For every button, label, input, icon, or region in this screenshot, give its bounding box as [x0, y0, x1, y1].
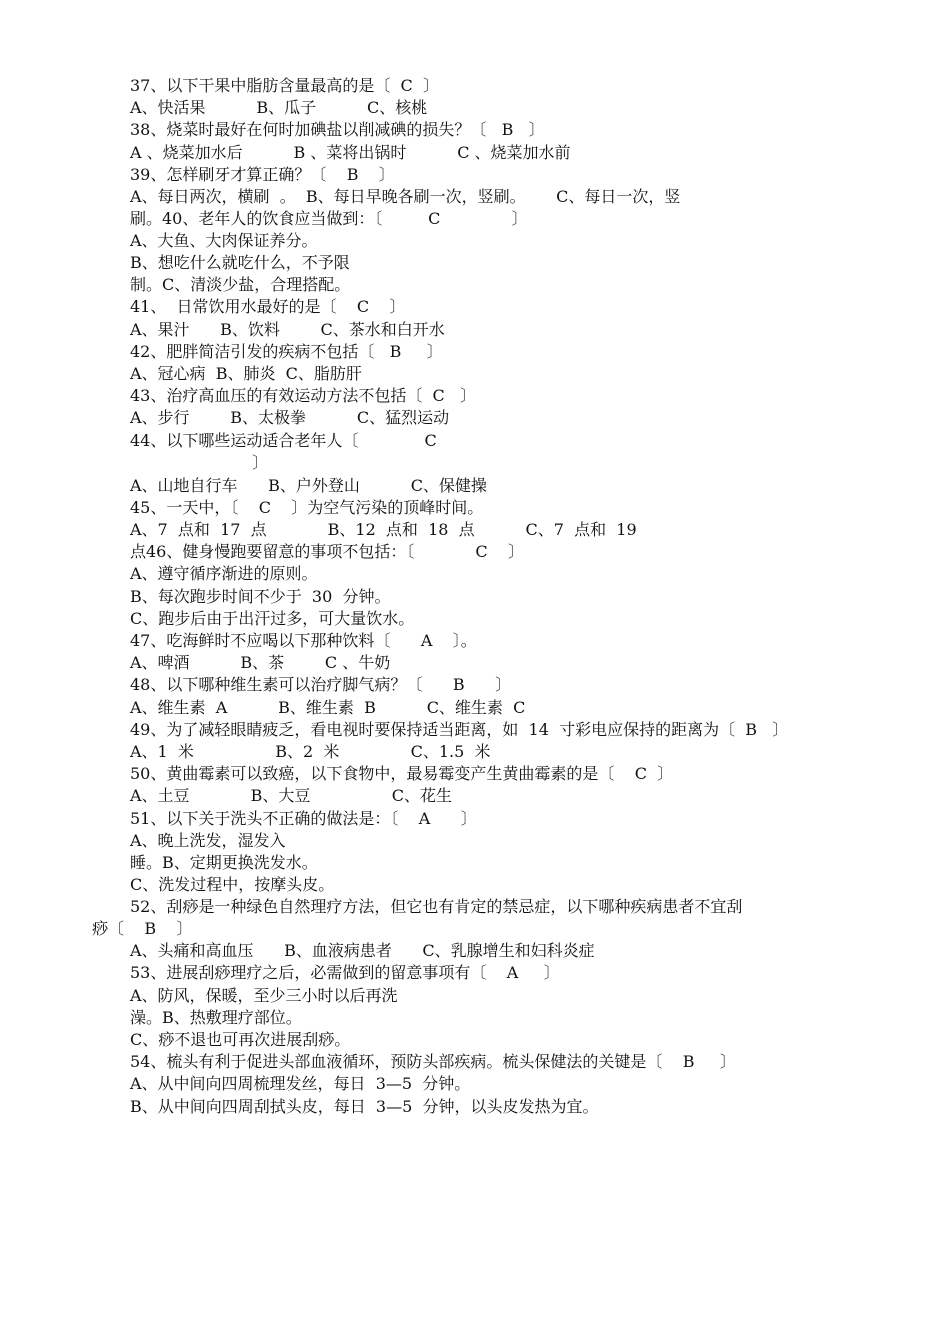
- option-46-a: A、遵守循序渐进的原则。: [130, 564, 318, 583]
- option-46-c: C、跑步后由于出汗过多，可大量饮水。: [130, 609, 415, 628]
- question-37: 37、以下干果中脂肪含量最高的是〔 C 〕: [130, 76, 439, 95]
- option-40-a: A、大鱼、大肉保证养分。: [130, 231, 318, 250]
- options-52: A、头痛和高血压 B、血液病患者 C、乳腺增生和妇科炎症: [130, 941, 595, 960]
- options-38: A 、烧菜加水后 B 、菜将出锅时 C 、烧菜加水前: [130, 143, 571, 162]
- options-47: A、啤酒 B、茶 C 、牛奶: [130, 653, 391, 672]
- options-49: A、1 米 B、2 米 C、1.5 米: [130, 742, 491, 761]
- option-51-b: 睡。B、定期更换洗发水。: [130, 853, 318, 872]
- question-54: 54、梳头有利于促进头部血液循环，预防头部疾病。梳头保健法的关键是〔 B 〕: [130, 1052, 736, 1071]
- options-37: A、快活果 B、瓜子 C、核桃: [130, 98, 428, 117]
- question-43: 43、治疗高血压的有效运动方法不包括〔 C 〕: [130, 386, 477, 405]
- option-51-a: A、晚上洗发，湿发入: [130, 831, 286, 850]
- options-43: A、步行 B、太极拳 C、猛烈运动: [130, 408, 450, 427]
- option-53-c: C、痧不退也可再次进展刮痧。: [130, 1030, 351, 1049]
- options-48: A、维生素 A B、维生素 B C、维生素 C: [130, 698, 526, 717]
- question-51: 51、以下关于洗头不正确的做法是：〔 A 〕: [130, 809, 477, 828]
- option-53-a: A、防风，保暖，至少三小时以后再洗: [130, 986, 398, 1005]
- question-41: 41、 日常饮用水最好的是〔 C 〕: [130, 297, 406, 316]
- question-42: 42、肥胖简洁引发的疾病不包括〔 B 〕: [130, 342, 443, 361]
- question-44-bracket: 〕: [130, 453, 269, 472]
- options-45: A、7 点和 17 点 B、12 点和 18 点 C、7 点和 19: [130, 520, 637, 539]
- options-50: A、土豆 B、大豆 C、花生: [130, 786, 452, 805]
- option-40-c: 制。C、清淡少盐，合理搭配。: [130, 275, 351, 294]
- option-51-c: C、洗发过程中，按摩头皮。: [130, 875, 335, 894]
- question-48: 48、以下哪种维生素可以治疗脚气病？〔 B 〕: [130, 675, 512, 694]
- option-46-b: B、每次跑步时间不少于 30 分钟。: [130, 587, 391, 606]
- question-38: 38、烧菜时最好在何时加碘盐以削减碘的损失？〔 B 〕: [130, 120, 545, 139]
- question-50: 50、黄曲霉素可以致癌，以下食物中，最易霉变产生黄曲霉素的是〔 C 〕: [130, 764, 674, 783]
- question-49: 49、为了减轻眼睛疲乏，看电视时要保持适当距离，如 14 寸彩电应保持的距离为〔 B 〕: [130, 720, 789, 739]
- question-52: 52、刮痧是一种绿色自然理疗方法，但它也有肯定的禁忌症，以下哪种疾病患者不宜刮: [130, 897, 743, 916]
- question-39: 39、怎样刷牙才算正确？〔 B 〕: [130, 165, 395, 184]
- options-42: A、冠心病 B、肺炎 C、脂肪肝: [130, 364, 362, 383]
- options-41: A、果汁 B、饮料 C、茶水和白开水: [130, 320, 445, 339]
- question-40: 刷。40、老年人的饮食应当做到：〔 C 〕: [130, 209, 528, 228]
- options-39: A、每日两次，横刷 。 B、每日早晚各刷一次，竖刷。 C、每日一次，竖: [130, 187, 681, 206]
- question-46: 点46、健身慢跑要留意的事项不包括：〔 C 〕: [130, 542, 524, 561]
- option-40-b: B、想吃什么就吃什么，不予限: [130, 253, 350, 272]
- question-52-cont: 痧〔 B 〕: [92, 919, 193, 938]
- options-44: A、山地自行车 B、户外登山 C、保健操: [130, 476, 487, 495]
- option-54-b: B、从中间向四周刮拭头皮，每日 3—5 分钟，以头皮发热为宜。: [130, 1097, 599, 1116]
- question-47: 47、吃海鲜时不应喝以下那种饮料〔 A 〕。: [130, 631, 477, 650]
- question-53: 53、进展刮痧理疗之后，必需做到的留意事项有〔 A 〕: [130, 963, 560, 982]
- question-45: 45、一天中，〔 C 〕为空气污染的顶峰时间。: [130, 498, 484, 517]
- question-44: 44、以下哪些运动适合老年人〔 C: [130, 431, 437, 450]
- option-53-b: 澡。B、热敷理疗部位。: [130, 1008, 302, 1027]
- option-54-a: A、从中间向四周梳理发丝，每日 3—5 分钟。: [130, 1074, 471, 1093]
